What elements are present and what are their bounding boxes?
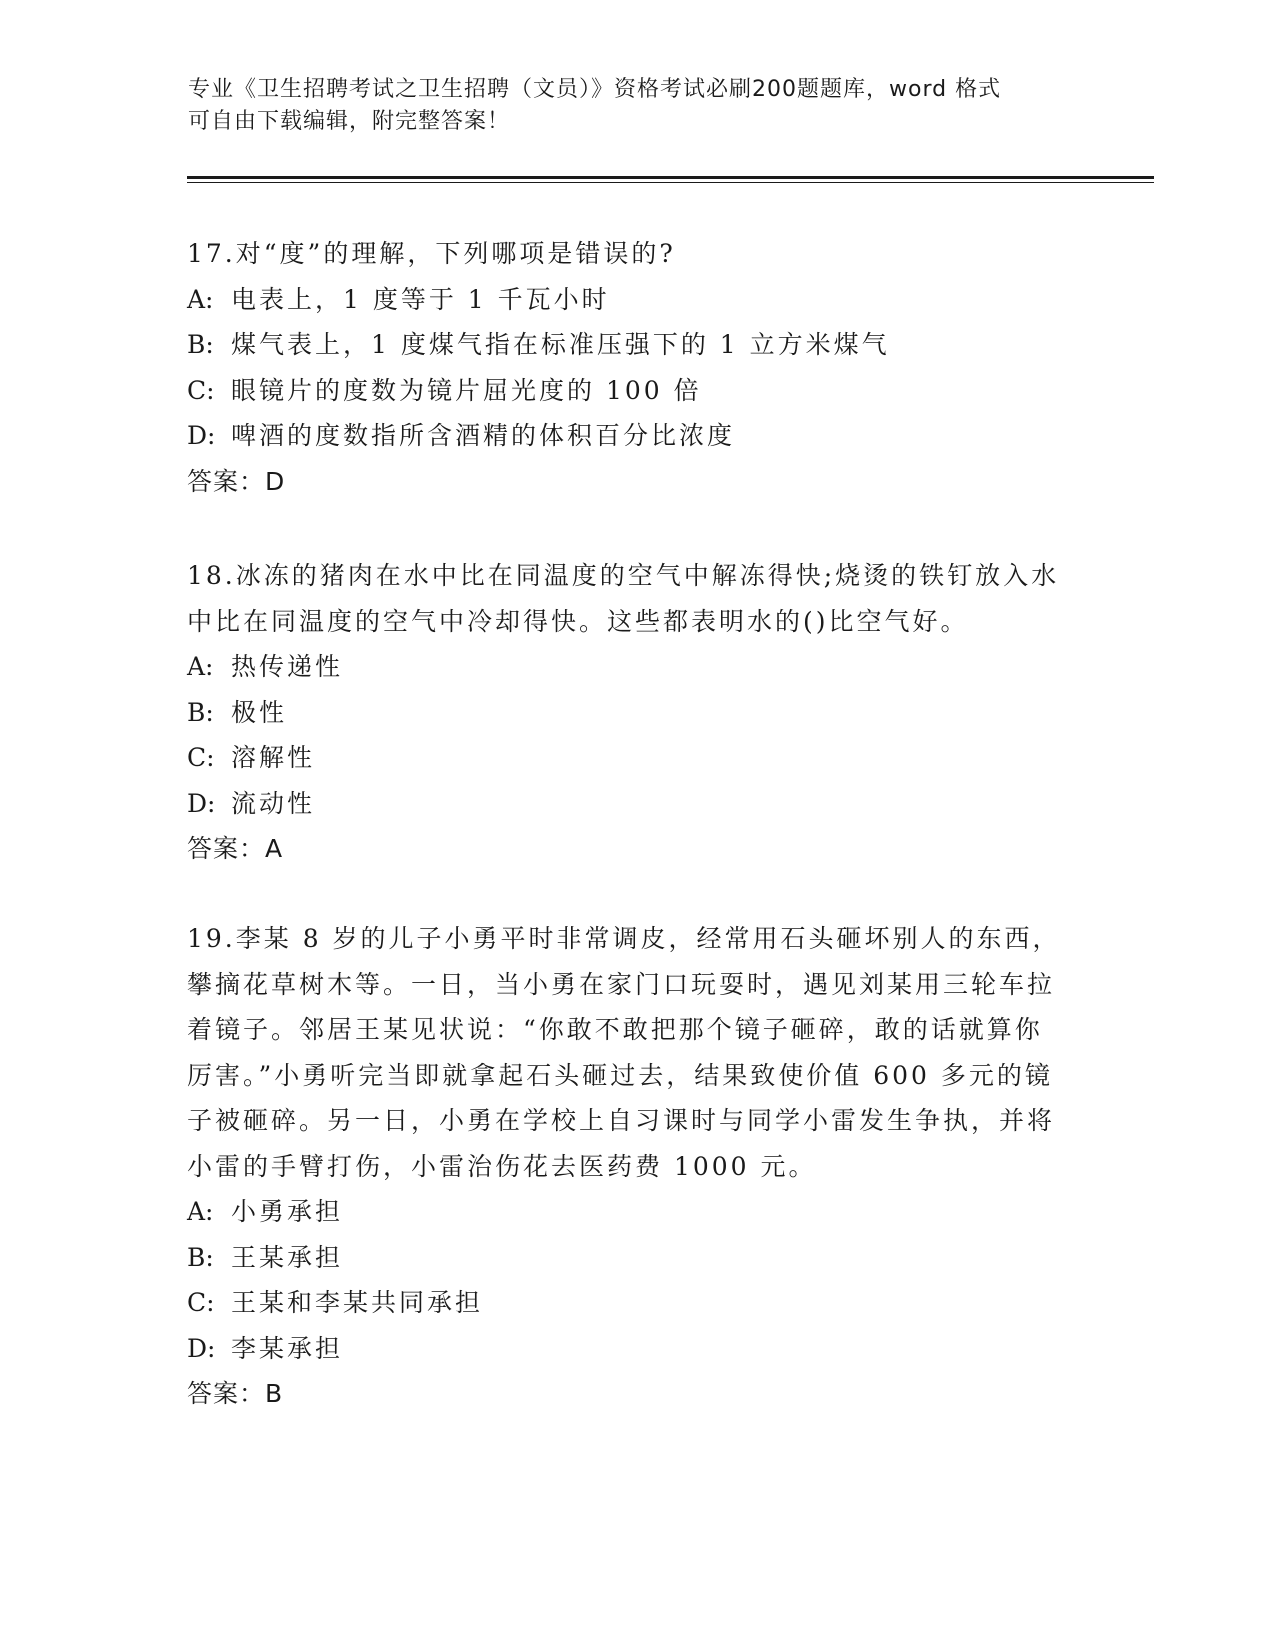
question-19 <box>187 916 1067 1417</box>
option-a <box>187 1189 1067 1235</box>
option-c <box>187 368 1067 414</box>
answer: 答案：B <box>187 1379 284 1408</box>
option-letter: B: <box>187 1242 214 1272</box>
option-text: 热传递性 <box>231 652 344 681</box>
option-text: 李某承担 <box>231 1333 344 1363</box>
option-letter: C: <box>187 1288 215 1317</box>
document-header <box>188 74 1068 138</box>
answer: 答案：D <box>187 466 286 496</box>
option-text: 眼镜片的度数为镜片屈光度的 100 倍 <box>231 375 702 405</box>
answer: 答案：A <box>187 834 284 863</box>
option-b <box>187 322 1067 368</box>
option-d <box>187 413 1067 459</box>
option-letter: A: <box>187 1197 214 1226</box>
option-c <box>187 735 1067 781</box>
option-text: 电表上，1 度等于 1 千瓦小时 <box>231 284 610 314</box>
option-text: 王某和李某共同承担 <box>231 1288 484 1317</box>
option-letter: D: <box>187 788 216 818</box>
header-divider-thick <box>187 176 1154 179</box>
header-line-1: 专业《卫生招聘考试之卫生招聘（文员）》资格考试必刷200题题库，word 格式 <box>188 77 1002 102</box>
option-text: 煤气表上，1 度煤气指在标准压强下的 1 立方米煤气 <box>231 330 890 359</box>
header-divider-thin <box>187 182 1154 183</box>
option-letter: B: <box>187 330 214 359</box>
header-line-2: 可自由下载编辑，附完整答案！ <box>188 109 511 134</box>
option-letter: A: <box>187 652 214 681</box>
option-letter: A: <box>187 284 214 314</box>
option-letter: D: <box>187 1333 216 1363</box>
option-b <box>187 690 1067 736</box>
option-letter: B: <box>187 697 214 727</box>
option-text: 流动性 <box>231 788 316 818</box>
question-stem: 18.冰冻的猪肉在水中比在同温度的空气中解冻得快;烧烫的铁钉放入水中比在同温度的空气中冷却得快。这些都表明水的()比空气好。 <box>187 561 1060 636</box>
question-18 <box>187 553 1067 872</box>
option-letter: C: <box>187 743 215 772</box>
option-text: 极性 <box>231 697 288 727</box>
option-c <box>187 1280 1067 1326</box>
option-letter: D: <box>187 421 216 450</box>
option-b <box>187 1235 1067 1281</box>
option-a <box>187 644 1067 690</box>
option-d <box>187 1326 1067 1372</box>
question-17 <box>187 231 1067 504</box>
question-stem: 17.对“度”的理解，下列哪项是错误的? <box>187 239 676 268</box>
option-text: 溶解性 <box>231 743 316 772</box>
option-text: 王某承担 <box>231 1242 344 1272</box>
option-letter: C: <box>187 375 215 405</box>
option-a <box>187 277 1067 323</box>
option-text: 啤酒的度数指所含酒精的体积百分比浓度 <box>231 421 736 450</box>
option-text: 小勇承担 <box>231 1197 344 1226</box>
question-stem: 19.李某 8 岁的儿子小勇平时非常调皮，经常用石头砸坏别人的东西，攀摘花草树木等。一日，当小勇在家门口玩耍时，遇见刘某用三轮车拉着镜子。邻居王某见状说：“你敢不敢把那个镜子砸碎，敢的话就算你厉害。”小勇听完当即就拿起石头砸过去，结果致使价值 600 多元的镜子被砸碎。另一日，小勇在学校上自习课时与同学小雷发生争执，并将小雷的手臂打伤，小雷治伤花去医药费 1000 元。 <box>187 924 1061 1181</box>
option-d <box>187 781 1067 827</box>
